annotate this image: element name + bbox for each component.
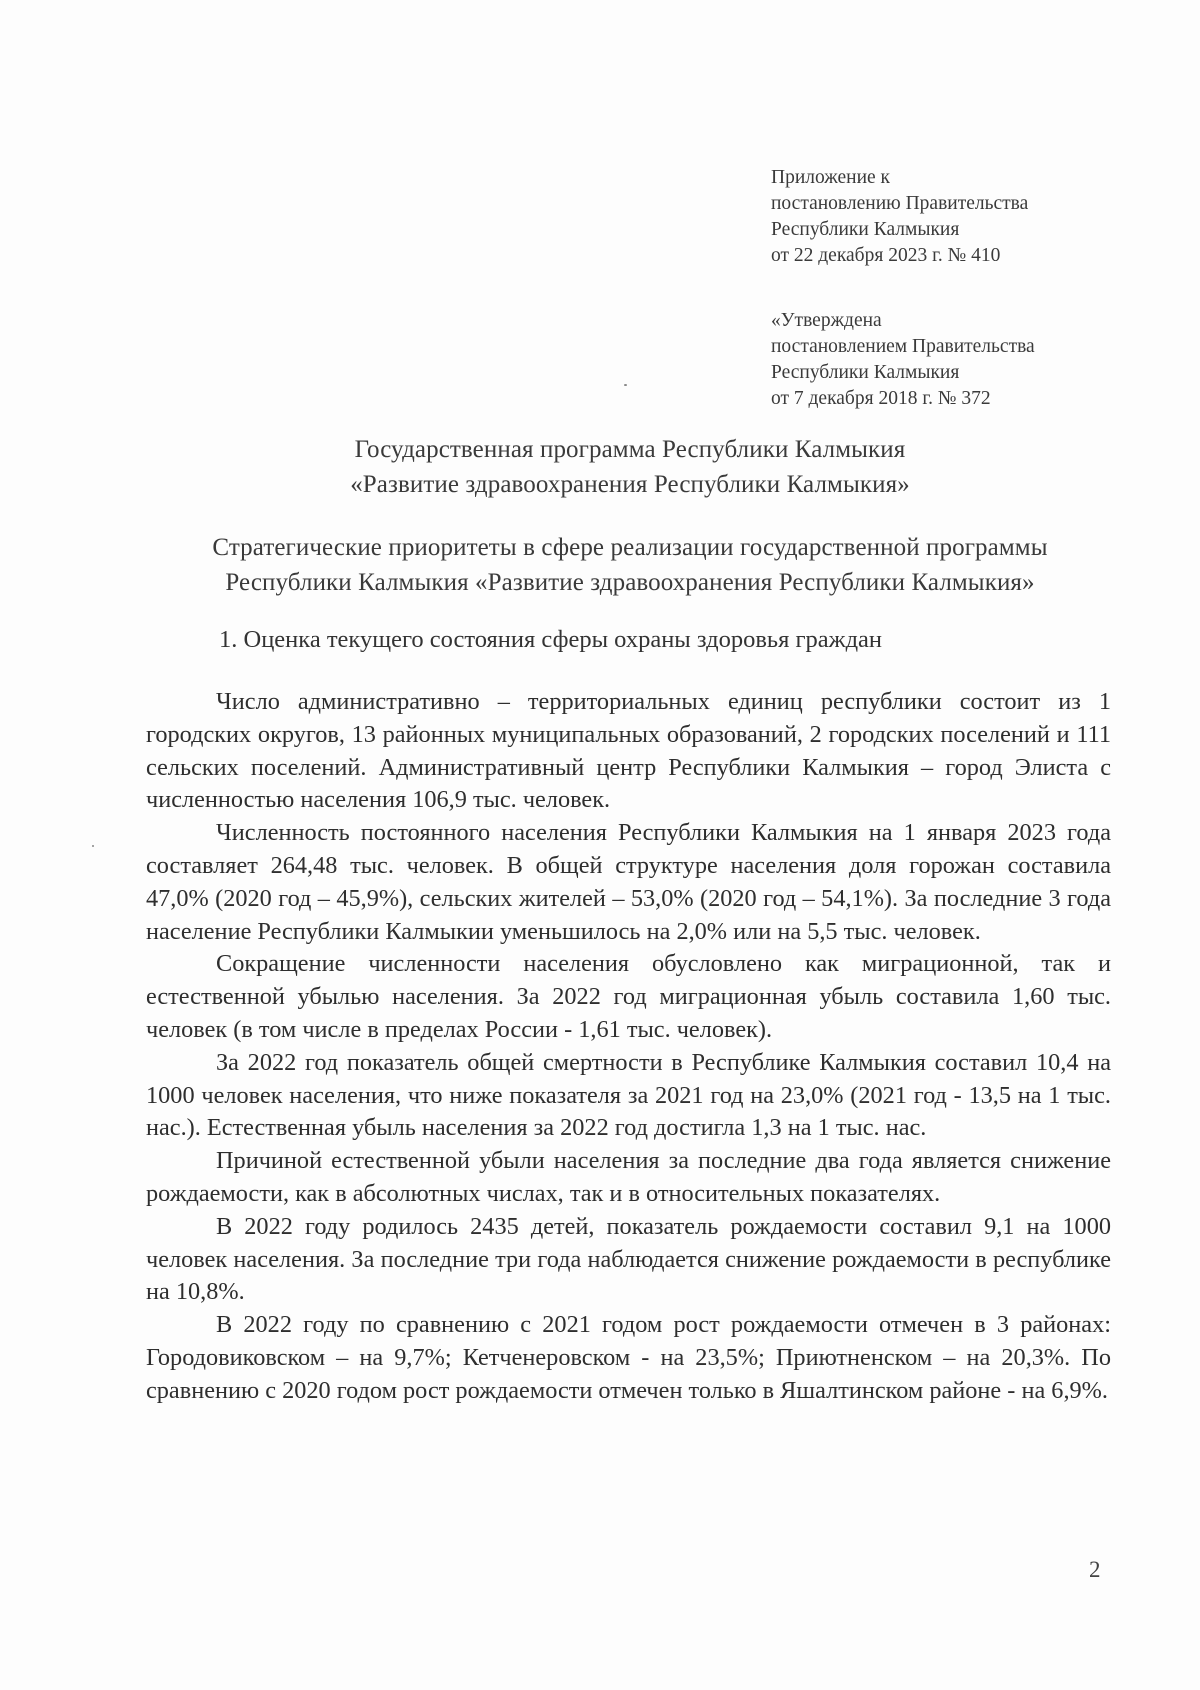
priorities-title: [0, 530, 1200, 600]
priorities-title-line: Республики Калмыкия «Развитие здравоохранения Республики Калмыкия»: [225, 569, 1035, 596]
paragraph: Сокращение численности населения обусловлено как миграционной, так и естественной убылью населения. За 2022 год миграционная убыль составила 1,60 тыс. человек (в том числе в пределах России - 1,61 тыс. человек).: [146, 950, 1111, 1043]
appendix-note: [771, 165, 1028, 269]
paragraph: В 2022 году по сравнению с 2021 годом рост рождаемости отмечен в 3 районах: Городовиковском – на 9,7%; Кетченеровском - на 23,5%; Приютненском – на 20,3%. По сравнению с 2020 годом рост рождаемости отмечен только в Яшалтинском районе - на 6,9%.: [146, 1311, 1111, 1404]
page-number: 2: [1089, 1557, 1101, 1582]
program-title-line: «Развитие здравоохранения Республики Калмыкия»: [350, 471, 910, 498]
paragraph: Численность постоянного населения Республики Калмыкия на 1 января 2023 года составляет 264,48 тыс. человек. В общей структуре населения доля горожан составила 47,0% (2020 год – 45,9%), сельских жителей – 53,0% (2020 год – 54,1%). За последние 3 года население Республики Калмыкии уменьшилось на 2,0% или на 5,5 тыс. человек.: [146, 819, 1111, 945]
paragraph: Число административно – территориальных единиц республики состоит из 1 городских округов, 13 районных муниципальных образований, 2 городских поселений и 111 сельских поселений. Административный центр Республики Калмыкия – город Элиста с численностью населения 106,9 тыс. человек.: [146, 688, 1111, 814]
scan-speck: [624, 384, 627, 386]
paragraph: В 2022 году родилось 2435 детей, показатель рождаемости составил 9,1 на 1000 человек населения. За последние три года наблюдается снижение рождаемости в республике на 10,8%.: [146, 1212, 1111, 1306]
scan-speck: [92, 845, 94, 847]
appendix-line: Приложение к: [771, 167, 891, 188]
paragraph: За 2022 год показатель общей смертности в Республике Калмыкия составил 10,4 на 1000 человек населения, что ниже показателя за 2021 год на 23,0% (2021 год - 13,5 на 1 тыс. нас.). Естественная убыль населения за 2022 год достигла 1,3 на 1 тыс. нас.: [146, 1048, 1111, 1142]
approval-line: Республики Калмыкия: [771, 362, 960, 383]
approval-note: [771, 308, 1035, 412]
appendix-line: постановлению Правительства: [771, 193, 1029, 214]
body-text: [146, 686, 1111, 1408]
approval-line: постановлением Правительства: [771, 336, 1035, 357]
section-heading: 1. Оценка текущего состояния сферы охраны здоровья граждан: [219, 626, 883, 653]
priorities-title-line: Стратегические приоритеты в сфере реализации государственной программы: [212, 534, 1048, 561]
paragraph: Причиной естественной убыли населения за последние два года является снижение рождаемости, как в абсолютных числах, так и в относительных показателях.: [146, 1147, 1111, 1207]
program-title: [0, 432, 1200, 502]
approval-line: «Утверждена: [771, 310, 882, 331]
appendix-line: от 22 декабря 2023 г. № 410: [771, 245, 1001, 266]
appendix-line: Республики Калмыкия: [771, 219, 960, 240]
program-title-line: Государственная программа Республики Калмыкия: [354, 436, 906, 463]
approval-line: от 7 декабря 2018 г. № 372: [771, 388, 991, 409]
